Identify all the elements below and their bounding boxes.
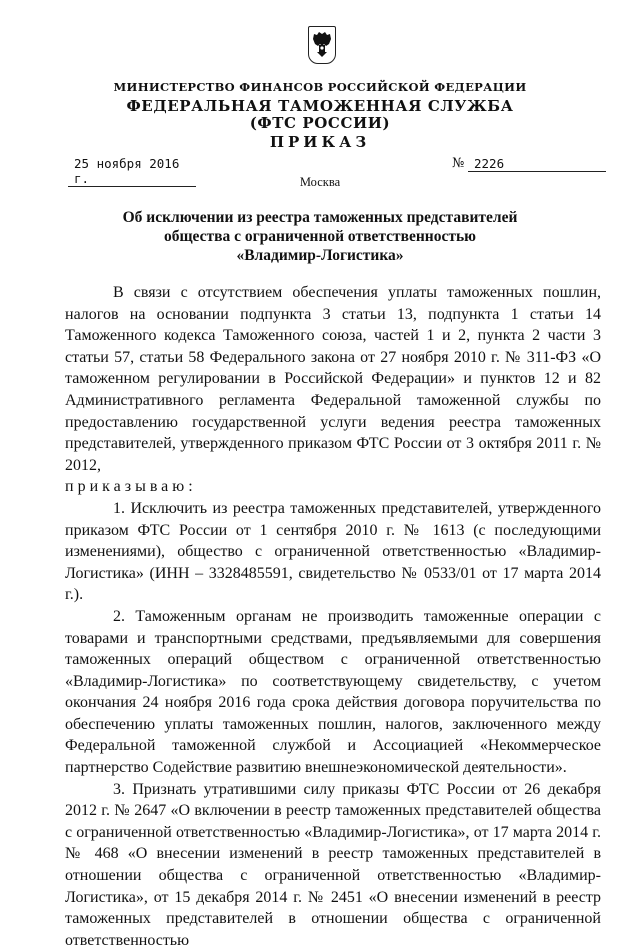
preamble-paragraph: В связи с отсутствием обеспечения уплаты таможенных пошлин, налогов на основании подпункта 3 статьи 13, подпункта 1 статьи 14 Таможенного кодекса Таможенного союза, частей 1 и 2, пункта 2 части 3 статьи 57, статьи 58 Федерального закона от 27 ноября 2010 г. № 311-ФЗ «О таможенном регулировании в Российской Федерации» и пунктов 12 и 82 Административного регламента Федеральной таможенной службы по предоставлению государственной услуги ведения реестра таможенных представителей, утвержденного приказом ФТС России от 3 октября 2011 г. № 2012, (65, 284, 601, 474)
order-date: 25 ноября 2016 г. (68, 156, 196, 187)
item-3-paragraph: 3. Признать утратившими силу приказы ФТС России от 26 декабря 2012 г. № 2647 «О включении в реестр таможенных представителей общества с ограниченной ответственностью «Владимир-Логистика», от 17 марта 2014 г. № 468 «О внесении изменений в реестр таможенных представителей в отношении общества с ограниченной ответственностью «Владимир-Логистика», от 15 декабря 2014 г. № 2451 «О внесении изменений в реестр таможенных представителей в отношении общества с ограниченной ответственностью (65, 780, 601, 949)
russian-coat-of-arms-icon (308, 26, 336, 64)
order-directive: приказываю: (65, 478, 197, 496)
number-sign: № (452, 156, 465, 171)
item-1-paragraph: 1. Исключить из реестра таможенных представителей, утвержденного приказом ФТС России от 1 сентября 2010 г. № 1613 (с последующими изменениями), общество с ограниченной ответственностью «Владимир-Логистика» (ИНН – 3328485591, свидетельство № 0533/01 от 17 марта 2014 г.). (65, 499, 601, 604)
item-2-paragraph: 2. Таможенным органам не производить таможенные операции с товарами и транспортными средствами, предъявляемыми для совершения таможенных операций обществом с ограниченной ответственностью «Владимир-Логистика» по соответствующему свидетельству, с учетом окончания 24 ноября 2016 года срока действия договора поручительства по обеспечению уплаты таможенных пошлин, налогов, заключенного между Федеральной таможенной службой и Ассоциацией «Некоммерческое партнерство Содействие развитию внешнеэкономической деятельности». (65, 607, 601, 777)
city: Москва (299, 175, 341, 189)
service-abbreviation: (ФТС РОССИИ) (249, 114, 391, 132)
document-type-title: ПРИКАЗ (269, 133, 371, 151)
subject-line-1: Об исключении из реестра таможенных представителей (122, 209, 518, 226)
ministry-name: МИНИСТЕРСТВО ФИНАНСОВ РОССИЙСКОЙ ФЕДЕРАЦИИ (113, 80, 527, 94)
subject-line-2: общества с ограниченной ответственностью (163, 228, 477, 245)
document-subject (0, 208, 640, 265)
double-headed-eagle-icon (311, 30, 333, 60)
order-number: 2226 (468, 156, 606, 172)
subject-line-3: «Владимир-Логистика» (236, 247, 404, 264)
service-name: ФЕДЕРАЛЬНАЯ ТАМОЖЕННАЯ СЛУЖБА (126, 97, 514, 115)
document-body (65, 282, 601, 951)
